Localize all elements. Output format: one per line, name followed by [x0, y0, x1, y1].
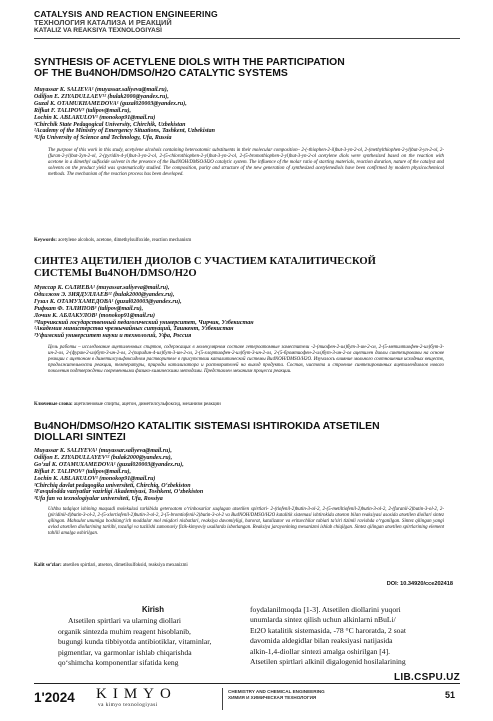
- intro-right-column: [250, 605, 462, 667]
- keywords-label: Kalit so‘zlar:: [34, 563, 62, 568]
- author-line: Гузал К. ОТАМУХАМЕДОВА¹ (guzal020003@yandex.ru),: [34, 298, 182, 305]
- uzbek-title: [34, 421, 460, 443]
- footer-journal-names: [228, 689, 325, 701]
- header-divider: [34, 38, 460, 39]
- author-line: Lochin K. ABLAKULOV¹ (monokop91@mail.ru): [34, 114, 156, 121]
- affiliation-line: ³Уфимский университет науки и технологий, Уфа, Россия: [34, 333, 192, 340]
- intro-line: davomida aldegidlar bilan reaksiyasi natijasida: [250, 636, 393, 646]
- author-line: Муяссар К. САЛИЕВА¹ (muyassar.saliyeva@mail.ru),: [34, 285, 170, 291]
- journal-title-ru: ТЕХНОЛОГИЯ КАТАЛИЗА И РЕАКЦИЙ: [34, 18, 172, 27]
- affiliation-line: ²Academy of the Ministry of Emergency Situations, Tashkent, Uzbekistan: [34, 128, 215, 135]
- author-line: Go‘zal K. OTAMUXAMEDOVA¹ (guzal020003@yandex.ru),: [34, 461, 184, 468]
- author-line: Lochin K. ABLAKULOV¹ (monokop91@mail.ru): [34, 475, 156, 482]
- russian-keywords: [34, 402, 460, 408]
- affiliation-line: ¹Чирчикский государственный педагогический университет, Чирчик, Узбекистан: [34, 319, 254, 326]
- intro-line: Atsetilen spirtlari va ularning diollari: [68, 616, 182, 626]
- intro-line: alkin-1,4-diollar sintezi amalga oshirilgan [4].: [250, 646, 391, 656]
- author-line: Muyassar K. SALIYEVA¹ (muyassar.saliyeva@mail.ru),: [34, 448, 172, 454]
- affiliation-line: ²Favqulodda vaziyatlar vazirligi Akademiyasi, Toshkent, O‘zbekiston: [34, 489, 204, 496]
- keywords-text: ацетиленовые спирты, ацетон, диметилсульфоксид, механизм реакции: [73, 402, 221, 407]
- english-title: [34, 57, 460, 79]
- affiliation-line: ¹Chirchiq davlat pedagogika universiteti, Chirchiq, O‘zbekiston: [34, 482, 191, 489]
- uzbek-title-line1: Bu4NOH/DMSO/H2O KATALITIK SISTEMASI ISHTIROKIDA ATSETILEN: [34, 421, 380, 432]
- english-authors: [34, 87, 460, 142]
- russian-title-line2: СИСТЕМЫ Bu4NOH/DMSO/H2O: [34, 268, 197, 279]
- keywords-label: Ключевые слова:: [34, 402, 73, 407]
- author-line: Guzal K. OTAMUKHAMEDOVA¹ (guzal020003@yandex.ru),: [34, 100, 187, 107]
- uzbek-authors: [34, 448, 460, 503]
- english-keywords: [34, 238, 460, 244]
- journal-title-uz: KATALIZ VA REAKSIYA TEXNOLOGIYASI: [34, 27, 162, 34]
- english-title-line2: OF THE Bu4NOH/DMSO/H2O CATALYTIC SYSTEMS: [34, 68, 288, 79]
- footer-journal-en: CHEMISTRY AND CHEMICAL ENGINEERING: [228, 689, 325, 694]
- intro-line: Atsetilen spirtlari alkinil digalogenid hosilalarining: [250, 657, 406, 667]
- russian-authors: [34, 285, 460, 340]
- author-line: Rifkat F. TALIPOV³ (talipov@mail.ru),: [34, 107, 132, 114]
- library-watermark: LIB.CSPU.UZ: [394, 672, 461, 683]
- keywords-text: acetylene alcohols, acetone, dimethylsulfoxide, reaction mechanism: [58, 238, 192, 243]
- uzbek-title-line2: DIOLLARI SINTEZI: [34, 432, 126, 443]
- footer-separator: [222, 688, 223, 710]
- journal-logo-subtitle: va kimyo texnologiyasi: [98, 702, 158, 708]
- russian-title: [34, 256, 460, 280]
- intro-line: organik sintezda muhim reagent hisoblanib,: [58, 626, 191, 636]
- russian-title-line1: СИНТЕЗ АЦЕТИЛЕН ДИОЛОВ С УЧАСТИЕМ КАТАЛИТИЧЕСКОЙ: [34, 256, 376, 267]
- author-line: Rifkat F. TALIPOV³ (talipov@mail.ru),: [34, 468, 132, 475]
- author-line: Рифкат Ф. ТАЛИПОВ³ (talipov@mail.ru),: [34, 305, 144, 312]
- journal-logo-kimyo: KIMYO: [96, 686, 177, 702]
- intro-line: Et2O katalitik sistemasida, -78 °C haroratda, 2 soat: [250, 625, 406, 635]
- author-line: Одилжон Э. ЗИЯДУЛЛАЕВ¹² (bulak2000@yandex.ru),: [34, 291, 175, 298]
- affiliation-line: ³Ufa University of Science and Technology, Ufa, Russia: [34, 135, 172, 142]
- affiliation-line: ³Ufa fan va texnologiyalar universiteti, Ufa, Rossiya: [34, 496, 163, 503]
- footer-journal-ru: ХИМИЯ И ХИМИЧЕСКАЯ ТЕХНОЛОГИЯ: [228, 695, 317, 700]
- page-number: 51: [444, 690, 455, 700]
- doi-label: DOI: 10.34920/cce202418: [386, 581, 453, 587]
- intro-left-column: [58, 605, 248, 668]
- intro-line: qo‘shimcha komponentlar sifatida keng: [58, 658, 179, 668]
- author-line: Odiljon E. ZIYADULLAEV¹² (bulak2000@yandex.ru),: [34, 93, 169, 100]
- journal-header: [34, 10, 464, 35]
- intro-line: pigmentlar, va garmonlar ishlab chiqarishda: [58, 647, 192, 657]
- keywords-label: Keywords:: [34, 238, 57, 243]
- uzbek-abstract: Ushbu tadqiqot ishining maqsadi molekulasi tarkibida geteroatom o‘rinbosarlar saqlagan atsetilen spirtlari- 2-(tiofenil-2)butin-3-ol-2, 2-(5-metiltiofenil-2)butin-3-ol-2, 2-(furanil-2)butin-3-ol-2, 2-(piridinil-4)butin-3-ol-2, 2-(5-xlortiofenil-2)butin-3-ol-2, 2-(5-bromtiofenil-2)butin-3-ol-2 va Bu4NOH/DMSO/H2O katalitik sistemasi ishtirokida atseton bilan reaksiyasi asosida atsetilen diollari sintez qilingan. Mahsulot unumiga boshlang‘ich moddalar mol miqdori nisbatlari, reaksiya davomiyligi, harorat, katalizator va erituvchilar tabiati ta’siri tizimli ravishda o‘rganilgan. Sintez qilingan yangi avlod atsetilen diollarining tarkibi, tozaligi va tuzilishi zamonaviy fizik-kimyoviy usullarda isbotlangan. Reaksiya jarayonining mexanizmi ishlab chiqilgan. Sintez qilingan atsetilen spirtlarining element tahlili amalga oshirilgan.: [48, 507, 444, 536]
- english-title-line1: SYNTHESIS OF ACETYLENE DIOLS WITH THE PARTICIPATION: [34, 57, 345, 68]
- intro-line: bugungi kunda tibbiyotda antibiotiklar, vitaminlar,: [58, 637, 212, 647]
- russian-abstract: Цель работы – исследование ацетиленовых спиртов, содержащих в молекулярном составе гетероатомные заместители -2-(тиофен-2-ил)бут-3-ин-2-ол, 2-(5-метилтиофен-2-ил)бут-3-ин-2-ол, 2-(фуран-2-ил)бут-3-ин-2-ол, 2-(пиридин-4-ил)бут-3-ин-2-ол, 2-(5-хлортиофен-2-ил)бут-3-ин-2-ол, 2-(5-бромтиофен-2-ил)бут-3-ин-2-ол ацетилен диолы синтезированы на основе реакции с ацетоном в диметилсульфоксидном растворителе в присутствии каталитической системы Bu4NOH/DMSO/H2O. Изучалось влияние мольного соотношения исходных веществ, продолжительности реакции, температуры, природы катализатора и растворителей на выход продукта. Состав, чистота и строение синтезированных ацетилендиолов нового поколения подтверждены современными физико-химическими методами. Представлен механизм процесса реакции.: [48, 345, 444, 374]
- affiliation-line: ²Академия министерства чрезвычайных ситуаций, Ташкент, Узбекистан: [34, 326, 234, 333]
- english-abstract: The purpose of this work in this study, acetylene alcohols containing heteroatomic substituents in their molecular composition– 2-(-thiophen-2-il)but-3-yn-2-ol, 2-(methylthiophen-2-yl)but-3-yn-2-ol, 2-(furan-2-yl)but-3yn-2-ol, 2-(pyridin-4-yl)but-3-yn-2-ol, 2-(5-chlorothiophen-2-yl)but-3-yn-2-ol, 2-(5-bromothiophen-2-yl)but-3-yn-2-ol acetylene diols were synthesized based on the reaction with acetone in a dimethyl sulfoxide solvent in the presence of the Bu4NOH/DMSO/H2O catalytic system. The influence of the molar ratio of starting materials, reaction duration, nature of the catalyst and solvents on the product yield was systematically studied. The composition, purity and structure of the new generation of synthesized acetylenediols have been confirmed by modern physicochemical methods. The mechanism of the reaction process has been developed.: [48, 148, 444, 177]
- affiliation-line: ¹Chirchik State Pedagogical University, Chirchik, Uzbekistan: [34, 121, 186, 128]
- intro-heading: Kirish: [141, 605, 165, 614]
- issue-number: 1'2024: [34, 690, 75, 705]
- footer-divider: [34, 683, 460, 684]
- author-line: Muyassar K. SALIEVA¹ (muyassar.saliyeva@mail.ru),: [34, 87, 169, 93]
- uzbek-keywords: [34, 563, 460, 569]
- author-line: Odiljon E. ZIYADULLAYEV¹² (bulak2000@yandex.ru),: [34, 454, 173, 461]
- intro-line: unumlarda sintez qilish uchun alkinlarni nBuLi/: [250, 615, 396, 625]
- journal-title-en: CATALYSIS AND REACTION ENGINEERING: [34, 9, 218, 19]
- author-line: Лочин К. АБЛАКУЛОВ¹ (monokop91@mail.ru): [34, 312, 155, 319]
- intro-line: foydalanilmoqda [1-3]. Atsetilen diollarini yuqori: [250, 605, 401, 614]
- keywords-text: atsetilen spirtlari, atseton, dimetilsulfoksid, reaksiya mexanizmi: [62, 563, 188, 568]
